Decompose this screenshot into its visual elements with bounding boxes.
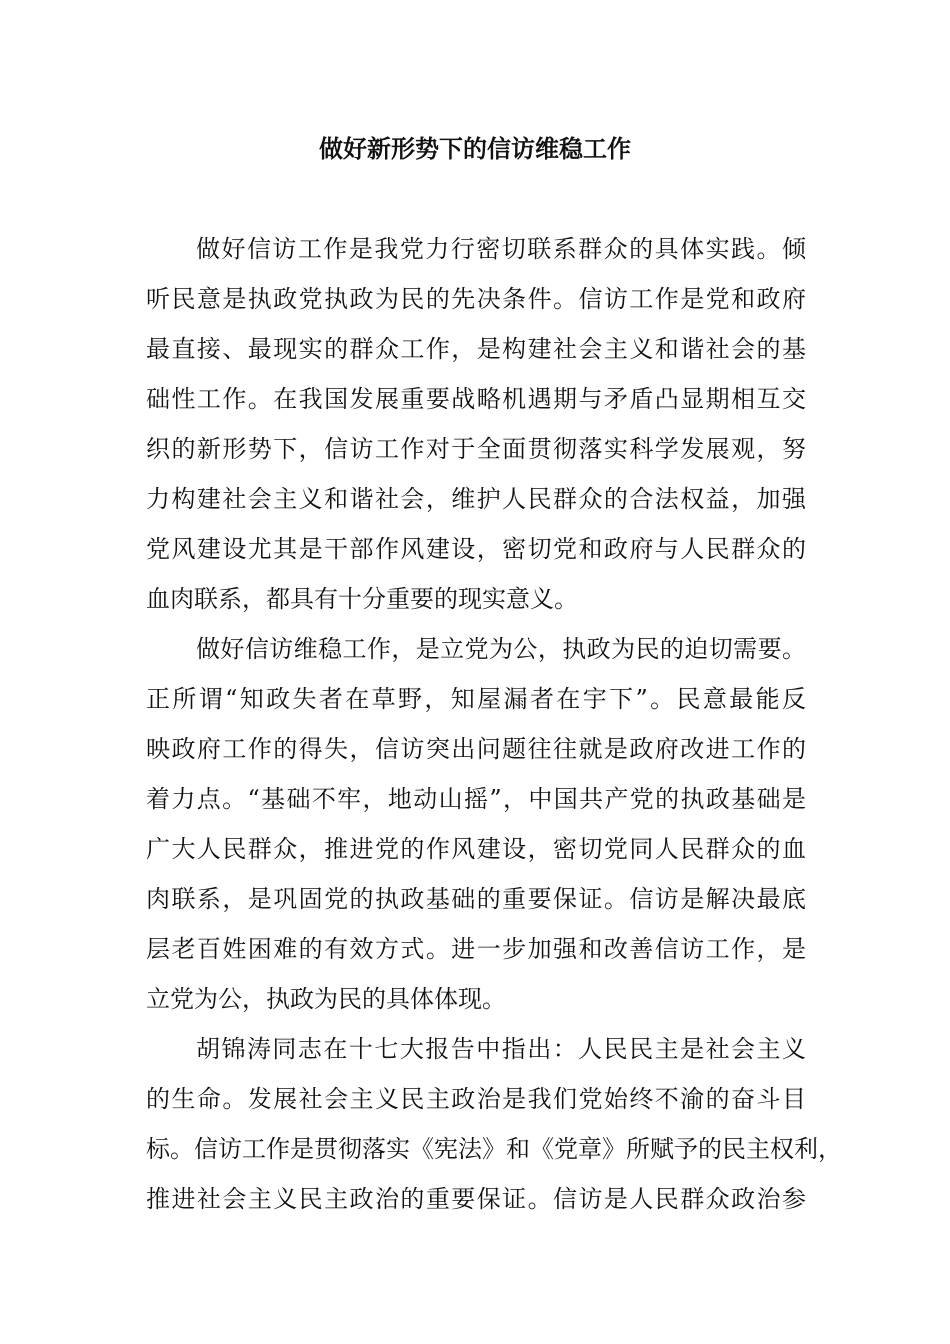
page-title: 做好新形势下的信访维稳工作: [319, 135, 631, 163]
paragraph-2-line: 着力点。“基础不牢，地动山摇”，中国共产党的执政基础是: [146, 785, 806, 813]
paragraph-1-line: 织的新形势下，信访工作对于全面贯彻落实科学发展观，努: [146, 435, 806, 463]
paragraph-3-line: 的生命。发展社会主义民主政治是我们党始终不渝的奋斗目: [146, 1085, 806, 1113]
paragraph-1-line: 最直接、最现实的群众工作，是构建社会主义和谐社会的基: [146, 335, 806, 363]
paragraph-1-line: 党风建设尤其是干部作风建设，密切党和政府与人民群众的: [146, 535, 806, 563]
paragraph-2-line: 做好信访维稳工作，是立党为公，执政为民的迫切需要。: [196, 635, 806, 663]
paragraph-3-line: 推进社会主义民主政治的重要保证。信访是人民群众政治参: [146, 1185, 806, 1213]
paragraph-2-line: 肉联系，是巩固党的执政基础的重要保证。信访是解决最底: [146, 885, 806, 913]
document-body: [146, 224, 842, 1224]
paragraph-3-line: 标。信访工作是贯彻落实《宪法》和《党章》所赋予的民主权利，: [146, 1135, 842, 1163]
paragraph-2-line: 正所谓“知政失者在草野，知屋漏者在宇下”。民意最能反: [146, 685, 806, 713]
paragraph-1-line: 础性工作。在我国发展重要战略机遇期与矛盾凸显期相互交: [146, 385, 806, 413]
paragraph-2-line: 映政府工作的得失，信访突出问题往往就是政府改进工作的: [146, 735, 806, 763]
paragraph-1-line: 听民意是执政党执政为民的先决条件。信访工作是党和政府: [146, 285, 806, 313]
paragraph-1-line: 力构建社会主义和谐社会，维护人民群众的合法权益，加强: [146, 485, 806, 513]
paragraph-2-line: 层老百姓困难的有效方式。进一步加强和改善信访工作，是: [146, 935, 806, 963]
paragraph-1-line: 血肉联系，都具有十分重要的现实意义。: [146, 585, 578, 613]
paragraph-2-line: 广大人民群众，推进党的作风建设，密切党同人民群众的血: [146, 835, 806, 863]
paragraph-2-line: 立党为公，执政为民的具体体现。: [146, 985, 506, 1013]
paragraph-1-line: 做好信访工作是我党力行密切联系群众的具体实践。倾: [196, 235, 806, 263]
paragraph-3-line: 胡锦涛同志在十七大报告中指出：人民民主是社会主义: [196, 1035, 806, 1063]
